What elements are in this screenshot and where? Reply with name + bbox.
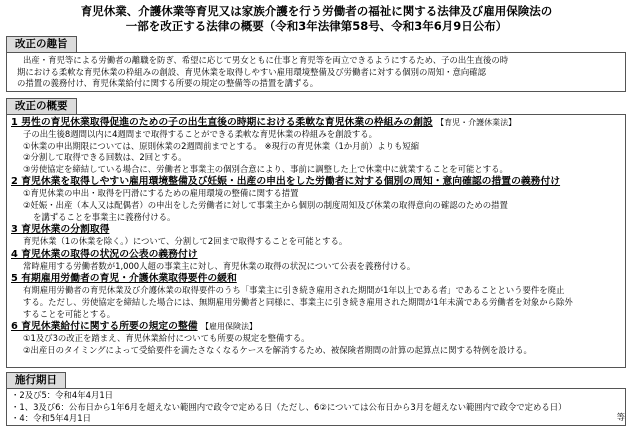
item-line: ②妊娠・出産（本人又は配偶者）の申出をした労働者に対して事業主から個別の制度周知及び休業の取得意向の確認のための措置: [23, 199, 508, 210]
law-tag: 【育児・介護休業法】: [436, 118, 517, 127]
item-heading: 3 育児休業の分割取得: [11, 224, 110, 236]
shushi-line: 出産・育児等による労働者の離職を防ぎ、希望に応じて男女ともに仕事と育児等を両立できるようにするため、子の出生直後の時: [23, 55, 509, 65]
item-line: することを可能とする。: [23, 308, 116, 319]
section-box-shikou: [6, 388, 626, 426]
item-heading: 5 有期雇用労働者の育児・介護休業取得要件の緩和: [11, 273, 237, 285]
item-line: ②分割して取得できる回数は、2回とする。: [23, 152, 187, 163]
section-label-shushi: 改正の趣旨: [6, 36, 77, 53]
item-line: 常時雇用する労働者数が1,000人超の事業主に対し、育児休業の取得の状況について公表を義務付ける。: [23, 260, 416, 271]
item-heading: 1 男性の育児休業取得促進のための子の出生直後の時期における柔軟な育児休業の枠組みの創設 【育児・介護休業法】: [11, 117, 517, 128]
section-box-shushi: [6, 52, 626, 92]
shikou-line: ・4：令和5年4月1日: [11, 413, 91, 424]
item-line: 子の出生後8週間以内に4週間まで取得することができる柔軟な育児休業の枠組みを創設する。: [23, 129, 378, 139]
item-line: 有期雇用労働者の育児休業及び介護休業の取得要件のうち「事業主に引き続き雇用された期間が1年以上である者」であることという要件を廃止: [23, 285, 565, 296]
shushi-line: 期における柔軟な育児休業の枠組みの創設、育児休業を取得しやすい雇用環境整備及び労働者に対する個別の周知・意向確認: [17, 66, 486, 77]
gaiyou-item-4: [11, 248, 625, 273]
shikou-line: ・1、3及び6：公布日から1年6月を超えない範囲内で政令で定める日（ただし、6②については公布日から3月を超えない範囲内で政令で定める日）: [11, 401, 567, 412]
item-heading: 6 育児休業給付に関する所要の規定の整備 【雇用保険法】: [11, 321, 257, 333]
gaiyou-item-5: [11, 272, 625, 320]
item-line: ①1及び3の改正を踏まえ、育児休業給付についても所要の規定を整備する。: [23, 333, 310, 344]
title-line-2: 一部を改正する法律の概要（令和3年法律第58号、令和3年6月9日公布）: [125, 19, 508, 33]
document-title: [0, 4, 633, 34]
item-line: 育児休業（1の休業を除く。）について、分割して2回まで取得することを可能とする。: [23, 236, 348, 247]
gaiyou-item-6: [11, 320, 625, 356]
gaiyou-item-1: [11, 116, 625, 175]
item-line: ①休業の申出期限については、原則休業の2週間前までとする。 ※現行の育児休業（1か月前）よりも短縮: [23, 140, 420, 151]
item-heading: 2 育児休業を取得しやすい雇用環境整備及び妊娠・出産の申出をした労働者に対する個別の周知・意向確認の措置の義務付け: [11, 176, 561, 188]
item-line: ②出産日のタイミングによって受給要件を満たさなくなるケースを解消するため、被保険者期間の計算の起算点に関する特例を設ける。: [23, 344, 532, 355]
gaiyou-item-2: [11, 175, 625, 223]
section-label-shikou: 施行期日: [6, 372, 66, 389]
item-line: を講ずることを事業主に義務付ける。: [33, 211, 176, 222]
item-heading: 4 育児休業の取得の状況の公表の義務付け: [11, 248, 198, 260]
gaiyou-item-3: [11, 223, 625, 248]
law-tag: 【雇用保険法】: [201, 322, 257, 332]
item-line: ①育児休業の申出・取得を円滑にするための雇用環境の整備に関する措置: [23, 188, 299, 199]
shushi-line: の措置の義務付け、育児休業給付に関する所要の規定の整備等の措置を講ずる。: [17, 78, 319, 89]
etc-mark: 等: [616, 412, 625, 422]
section-box-gaiyou: [6, 114, 626, 368]
item-line: ③労使協定を締結している場合に、労働者と事業主の個別合意により、事前に調整した上で休業中に就業することを可能とする。: [23, 163, 508, 174]
item-line: する。ただし、労使協定を締結した場合には、無期雇用労働者と同様に、事業主に引き続き雇用された期間が1年未満である労働者を対象から除外: [23, 296, 573, 307]
shikou-line: ・2及び5：令和4年4月1日: [11, 390, 114, 400]
section-label-gaiyou: 改正の概要: [6, 98, 77, 115]
title-line-1: 育児休業、介護休業等育児又は家族介護を行う労働者の福祉に関する法律及び雇用保険法の: [80, 4, 553, 18]
